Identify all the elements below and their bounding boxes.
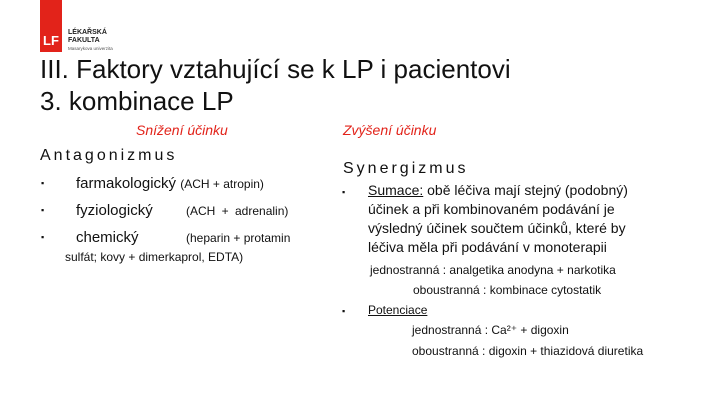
logo-line1: LÉKAŘSKÁ xyxy=(68,29,107,36)
antagonism-detail-continuation: sulfát; kovy + dimerkaprol, EDTA) xyxy=(65,250,244,264)
logo-mark-icon: LF xyxy=(40,0,62,52)
slide-title-line1: III. Faktory vztahující se k LP i pacientovi xyxy=(40,54,511,84)
antagonism-detail: (ACH + atropin) xyxy=(180,177,264,191)
sumace-label: Sumace: xyxy=(368,182,424,198)
antagonism-detail: (heparin + protamin xyxy=(186,231,291,245)
left-column-header: Snížení účinku xyxy=(136,122,228,138)
potenciace-example-1: jednostranná : Ca²⁺ + digoxin xyxy=(412,323,569,337)
sumace-example-2: oboustranná : kombinace cytostatik xyxy=(413,283,602,297)
antagonism-term: farmakologický xyxy=(76,175,177,192)
antagonism-term: fyziologický xyxy=(76,202,153,219)
synergizmus-heading: Synergizmus xyxy=(343,160,469,177)
faculty-logo xyxy=(40,0,122,54)
bullet-icon: ▪ xyxy=(41,232,45,242)
potenciace-label: Potenciace xyxy=(368,303,428,317)
logo-text xyxy=(68,29,107,45)
logo-line2: FAKULTA xyxy=(68,37,100,44)
sumace-text: obě léčiva mají stejný (podobný) xyxy=(427,182,628,198)
sumace-example-1: jednostranná : analgetika anodyna + narkotika xyxy=(370,263,616,277)
slide-title-line2: 3. kombinace LP xyxy=(40,86,234,116)
antagonism-detail: (ACH + adrenalin) xyxy=(186,204,289,218)
bullet-icon: ▪ xyxy=(342,187,346,197)
sumace-line-2: účinek a při kombinovaném podávání je xyxy=(368,201,615,217)
right-column-header: Zvýšení účinku xyxy=(343,122,437,138)
potenciace-example-2: oboustranná : digoxin + thiazidová diuretika xyxy=(412,344,644,358)
sumace-line-1 xyxy=(368,182,628,198)
antagonizmus-heading: Antagonizmus xyxy=(40,147,178,164)
sumace-line-4: léčiva měla při podávání v monoterapii xyxy=(368,239,607,255)
bullet-icon: ▪ xyxy=(342,306,346,316)
antagonism-term: chemický xyxy=(76,229,139,246)
logo-subtitle: Masarykova univerzita xyxy=(68,46,113,51)
bullet-icon: ▪ xyxy=(41,205,45,215)
sumace-line-3: výsledný účinek součtem účinků, které by xyxy=(368,220,626,236)
bullet-icon: ▪ xyxy=(41,178,45,188)
antagonism-item-1 xyxy=(76,175,264,192)
